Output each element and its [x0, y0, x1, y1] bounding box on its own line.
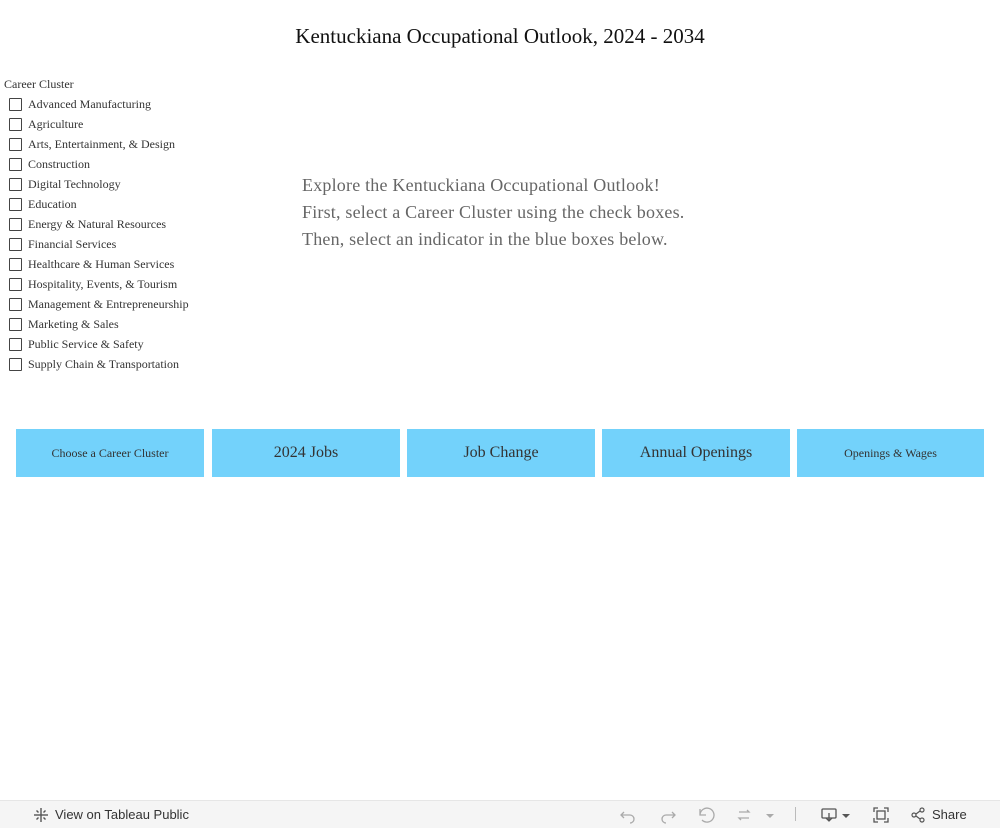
checkbox[interactable] [9, 178, 22, 191]
indicator-buttons [16, 429, 984, 477]
filter-item-energy-natural-resources[interactable] [4, 214, 234, 234]
checkbox[interactable] [9, 238, 22, 251]
dropdown-icon[interactable] [765, 806, 775, 824]
filter-item-label: Marketing & Sales [28, 316, 119, 331]
checkbox[interactable] [9, 298, 22, 311]
filter-item-label: Supply Chain & Transportation [28, 356, 180, 371]
filter-item-label: Digital Technology [28, 176, 121, 191]
checkbox[interactable] [9, 358, 22, 371]
filter-item-label: Construction [28, 156, 90, 171]
jobs-2024-button[interactable]: 2024 Jobs [212, 429, 400, 477]
share-icon [910, 807, 926, 823]
filter-item-label: Healthcare & Human Services [28, 256, 175, 271]
refresh-icon[interactable] [735, 806, 753, 824]
download-icon[interactable] [820, 806, 852, 824]
filter-item-financial-services[interactable] [4, 234, 234, 254]
tableau-logo-icon [33, 807, 49, 823]
filter-item-supply-chain-transportation[interactable] [4, 354, 234, 374]
checkbox[interactable] [9, 158, 22, 171]
checkbox[interactable] [9, 98, 22, 111]
filter-item-label: Advanced Manufacturing [28, 96, 151, 111]
job-change-button[interactable]: Job Change [407, 429, 595, 477]
filter-list [4, 94, 234, 374]
filter-item-arts-entertainment-design[interactable] [4, 134, 234, 154]
filter-item-label: Agriculture [28, 116, 84, 131]
filter-item-public-service-safety[interactable] [4, 334, 234, 354]
checkbox[interactable] [9, 318, 22, 331]
filter-item-label: Arts, Entertainment, & Design [28, 136, 175, 151]
filter-item-education[interactable] [4, 194, 234, 214]
view-on-tableau-public-label: View on Tableau Public [55, 807, 189, 822]
share-button[interactable] [910, 801, 967, 828]
filter-item-construction[interactable] [4, 154, 234, 174]
revert-icon[interactable] [698, 806, 716, 824]
filter-item-healthcare-human-services[interactable] [4, 254, 234, 274]
career-cluster-filter [4, 76, 234, 374]
choose-career-cluster-button[interactable]: Choose a Career Cluster [16, 429, 204, 477]
tableau-toolbar [0, 800, 1000, 828]
intro-text [302, 172, 762, 253]
filter-item-advanced-manufacturing[interactable] [4, 94, 234, 114]
filter-item-management-entrepreneurship[interactable] [4, 294, 234, 314]
fullscreen-icon[interactable] [872, 806, 890, 824]
view-on-tableau-public-link[interactable] [33, 801, 189, 828]
checkbox[interactable] [9, 198, 22, 211]
checkbox[interactable] [9, 338, 22, 351]
intro-line: Explore the Kentuckiana Occupational Outlook! [302, 175, 660, 195]
intro-line: Then, select an indicator in the blue boxes below. [302, 229, 668, 249]
toolbar-divider [795, 807, 796, 821]
filter-item-hospitality-events-tourism[interactable] [4, 274, 234, 294]
dashboard-title: Kentuckiana Occupational Outlook, 2024 - 2034 [295, 24, 705, 48]
filter-item-label: Public Service & Safety [28, 336, 144, 351]
checkbox[interactable] [9, 278, 22, 291]
filter-item-digital-technology[interactable] [4, 174, 234, 194]
undo-icon[interactable] [619, 806, 637, 824]
redo-icon[interactable] [659, 806, 677, 824]
checkbox[interactable] [9, 258, 22, 271]
filter-item-label: Hospitality, Events, & Tourism [28, 276, 178, 291]
intro-line: First, select a Career Cluster using the check boxes. [302, 202, 685, 222]
filter-item-label: Education [28, 196, 77, 211]
checkbox[interactable] [9, 138, 22, 151]
filter-item-label: Management & Entrepreneurship [28, 296, 189, 311]
filter-label: Career Cluster [4, 77, 74, 91]
filter-item-label: Financial Services [28, 236, 117, 251]
filter-item-label: Energy & Natural Resources [28, 216, 167, 231]
openings-wages-button[interactable]: Openings & Wages [797, 429, 984, 477]
annual-openings-button[interactable]: Annual Openings [602, 429, 790, 477]
filter-item-marketing-sales[interactable] [4, 314, 234, 334]
share-label: Share [932, 807, 967, 822]
checkbox[interactable] [9, 118, 22, 131]
filter-item-agriculture[interactable] [4, 114, 234, 134]
checkbox[interactable] [9, 218, 22, 231]
